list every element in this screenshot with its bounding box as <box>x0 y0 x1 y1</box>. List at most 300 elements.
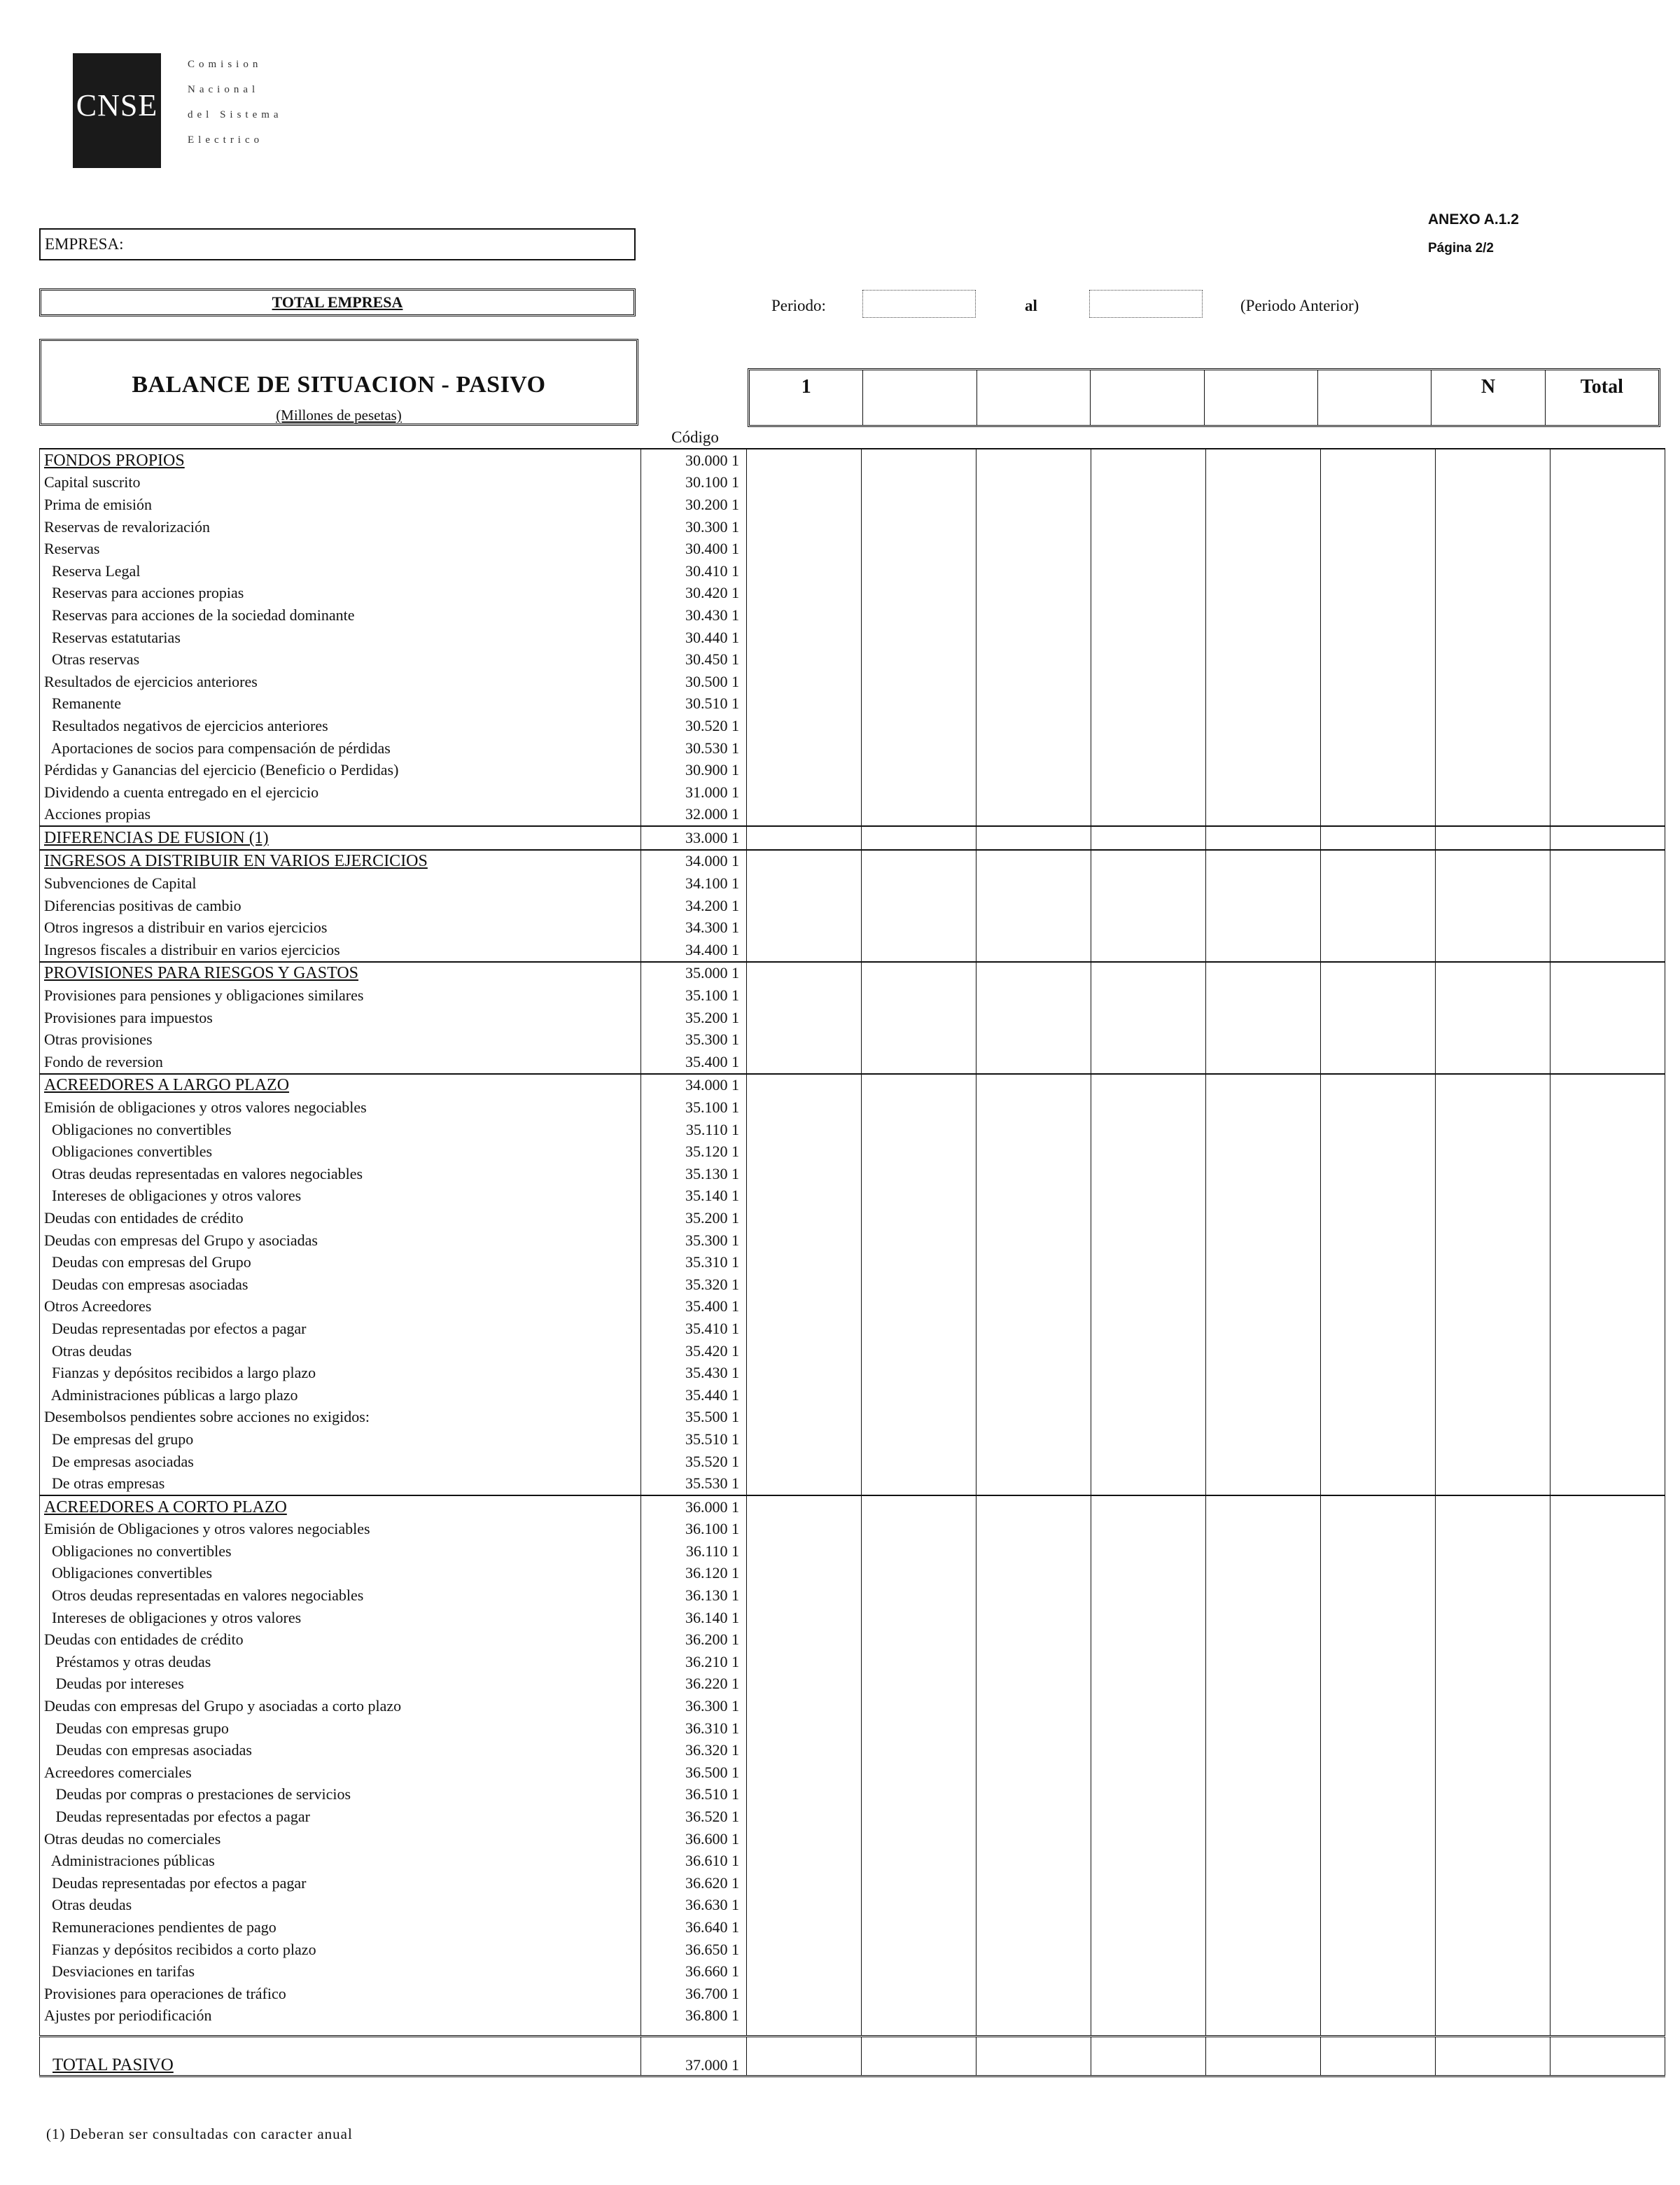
value-cell[interactable] <box>1550 627 1665 649</box>
value-cell[interactable] <box>976 1960 1091 1983</box>
value-cell[interactable] <box>1321 1651 1436 1673</box>
value-cell[interactable] <box>1550 1784 1665 1806</box>
value-cell[interactable] <box>1550 1850 1665 1872</box>
value-cell[interactable] <box>1206 1229 1321 1252</box>
value-cell[interactable] <box>747 1761 862 1784</box>
value-cell[interactable] <box>1206 582 1321 605</box>
value-cell[interactable] <box>1206 1251 1321 1273</box>
value-cell[interactable] <box>862 1628 976 1651</box>
value-cell[interactable] <box>1321 1451 1436 1473</box>
value-cell[interactable] <box>976 1028 1091 1051</box>
value-cell[interactable] <box>862 1916 976 1939</box>
value-cell[interactable] <box>1436 1916 1550 1939</box>
value-cell[interactable] <box>1436 693 1550 715</box>
value-cell[interactable] <box>976 895 1091 917</box>
value-cell[interactable] <box>1206 648 1321 671</box>
value-cell[interactable] <box>1206 715 1321 737</box>
value-cell[interactable] <box>976 759 1091 781</box>
value-cell[interactable] <box>1321 1872 1436 1894</box>
value-cell[interactable] <box>976 1406 1091 1429</box>
value-cell[interactable] <box>1206 1296 1321 1318</box>
value-cell[interactable] <box>1550 1761 1665 1784</box>
value-cell[interactable] <box>1436 1673 1550 1696</box>
value-cell[interactable] <box>976 1296 1091 1318</box>
value-cell[interactable] <box>1091 1406 1206 1429</box>
value-cell[interactable] <box>976 2005 1091 2027</box>
value-cell[interactable] <box>1091 1761 1206 1784</box>
value-cell[interactable] <box>1321 759 1436 781</box>
value-cell[interactable] <box>1321 1119 1436 1141</box>
value-cell[interactable] <box>1206 1850 1321 1872</box>
value-cell[interactable] <box>1206 1983 1321 2005</box>
value-cell[interactable] <box>1206 781 1321 804</box>
value-cell[interactable] <box>976 1340 1091 1362</box>
value-cell[interactable] <box>1206 538 1321 560</box>
value-cell[interactable] <box>1550 1406 1665 1429</box>
value-cell[interactable] <box>1091 560 1206 582</box>
value-cell[interactable] <box>1550 1163 1665 1185</box>
value-cell[interactable] <box>1436 1894 1550 1917</box>
value-cell[interactable] <box>976 1894 1091 1917</box>
value-cell[interactable] <box>862 1384 976 1406</box>
value-cell[interactable] <box>747 1495 862 1519</box>
value-cell[interactable] <box>1321 538 1436 560</box>
value-cell[interactable] <box>862 1406 976 1429</box>
value-cell[interactable] <box>862 916 976 939</box>
value-cell[interactable] <box>747 1828 862 1850</box>
value-cell[interactable] <box>1550 1651 1665 1673</box>
value-cell[interactable] <box>1321 648 1436 671</box>
value-cell[interactable] <box>976 1007 1091 1029</box>
value-cell[interactable] <box>976 804 1091 827</box>
value-cell[interactable] <box>1091 2005 1206 2027</box>
value-cell[interactable] <box>1206 1761 1321 1784</box>
value-cell[interactable] <box>1321 1362 1436 1384</box>
value-cell[interactable] <box>1206 1495 1321 1519</box>
value-cell[interactable] <box>1091 516 1206 538</box>
value-cell[interactable] <box>976 1850 1091 1872</box>
value-cell[interactable] <box>1206 1163 1321 1185</box>
value-cell[interactable] <box>1091 715 1206 737</box>
value-cell[interactable] <box>862 1007 976 1029</box>
value-cell[interactable] <box>1436 872 1550 895</box>
value-cell[interactable] <box>1091 1495 1206 1519</box>
value-cell[interactable] <box>1206 1939 1321 1961</box>
value-cell[interactable] <box>1550 2005 1665 2027</box>
value-cell[interactable] <box>1436 604 1550 627</box>
value-cell[interactable] <box>1436 1185 1550 1208</box>
value-cell[interactable] <box>862 1717 976 1740</box>
value-cell[interactable] <box>1206 939 1321 962</box>
value-cell[interactable] <box>862 472 976 494</box>
value-cell[interactable] <box>1091 449 1206 472</box>
value-cell[interactable] <box>747 1960 862 1983</box>
value-cell[interactable] <box>1091 1163 1206 1185</box>
value-cell[interactable] <box>1550 1140 1665 1163</box>
value-cell[interactable] <box>1206 1185 1321 1208</box>
value-cell[interactable] <box>1091 472 1206 494</box>
value-cell[interactable] <box>1550 1207 1665 1229</box>
value-cell[interactable] <box>862 1584 976 1607</box>
value-cell[interactable] <box>1321 693 1436 715</box>
value-cell[interactable] <box>862 627 976 649</box>
value-cell[interactable] <box>1091 1960 1206 1983</box>
value-cell[interactable] <box>976 1185 1091 1208</box>
value-cell[interactable] <box>1206 1119 1321 1141</box>
value-cell[interactable] <box>1321 1717 1436 1740</box>
value-cell[interactable] <box>1436 1850 1550 1872</box>
value-cell[interactable] <box>747 826 862 850</box>
value-cell[interactable] <box>976 1384 1091 1406</box>
value-cell[interactable] <box>747 1607 862 1629</box>
value-cell[interactable] <box>1550 872 1665 895</box>
value-cell[interactable] <box>1321 939 1436 962</box>
value-cell[interactable] <box>862 1495 976 1519</box>
value-cell[interactable] <box>1321 1318 1436 1340</box>
value-cell[interactable] <box>976 1983 1091 2005</box>
value-cell[interactable] <box>1091 1318 1206 1340</box>
value-cell[interactable] <box>747 781 862 804</box>
value-cell[interactable] <box>1550 1495 1665 1519</box>
value-cell[interactable] <box>862 1960 976 1983</box>
value-cell[interactable] <box>976 449 1091 472</box>
value-cell[interactable] <box>1091 1296 1206 1318</box>
value-cell[interactable] <box>1321 1850 1436 1872</box>
value-cell[interactable] <box>862 1673 976 1696</box>
value-cell[interactable] <box>1550 1318 1665 1340</box>
value-cell[interactable] <box>976 627 1091 649</box>
value-cell[interactable] <box>1091 693 1206 715</box>
value-cell[interactable] <box>1321 1761 1436 1784</box>
value-cell[interactable] <box>1550 984 1665 1007</box>
value-cell[interactable] <box>1321 560 1436 582</box>
value-cell[interactable] <box>1436 1983 1550 2005</box>
value-cell[interactable] <box>976 1229 1091 1252</box>
value-cell[interactable] <box>747 1939 862 1961</box>
value-cell[interactable] <box>747 1362 862 1384</box>
value-cell[interactable] <box>1550 1028 1665 1051</box>
value-cell[interactable] <box>1436 1251 1550 1273</box>
value-cell[interactable] <box>1436 1028 1550 1051</box>
value-cell[interactable] <box>976 1096 1091 1119</box>
value-cell[interactable] <box>747 895 862 917</box>
value-cell[interactable] <box>976 1140 1091 1163</box>
value-cell[interactable] <box>1436 1119 1550 1141</box>
value-cell[interactable] <box>747 804 862 827</box>
value-cell[interactable] <box>1321 1673 1436 1696</box>
value-cell[interactable] <box>1550 1251 1665 1273</box>
value-cell[interactable] <box>747 1384 862 1406</box>
value-cell[interactable] <box>1091 1584 1206 1607</box>
value-cell[interactable] <box>747 1894 862 1917</box>
value-cell[interactable] <box>976 671 1091 693</box>
value-cell[interactable] <box>1550 1185 1665 1208</box>
value-cell[interactable] <box>1091 916 1206 939</box>
value-cell[interactable] <box>1206 737 1321 760</box>
value-cell[interactable] <box>1206 1916 1321 1939</box>
value-cell[interactable] <box>862 1761 976 1784</box>
value-cell[interactable] <box>862 895 976 917</box>
value-cell[interactable] <box>1550 916 1665 939</box>
value-cell[interactable] <box>1436 449 1550 472</box>
value-cell[interactable] <box>747 850 862 873</box>
value-cell[interactable] <box>862 1119 976 1141</box>
value-cell[interactable] <box>862 1140 976 1163</box>
value-cell[interactable] <box>1206 1362 1321 1384</box>
value-cell[interactable] <box>1436 1628 1550 1651</box>
value-cell[interactable] <box>747 1251 862 1273</box>
value-cell[interactable] <box>1091 781 1206 804</box>
value-cell[interactable] <box>1550 472 1665 494</box>
value-cell[interactable] <box>1550 804 1665 827</box>
value-cell[interactable] <box>1206 1406 1321 1429</box>
value-cell[interactable] <box>862 1207 976 1229</box>
value-cell[interactable] <box>1321 1519 1436 1541</box>
value-cell[interactable] <box>976 1119 1091 1141</box>
value-cell[interactable] <box>862 962 976 985</box>
value-cell[interactable] <box>862 1739 976 1761</box>
value-cell[interactable] <box>1321 804 1436 827</box>
value-cell[interactable] <box>1206 1519 1321 1541</box>
value-cell[interactable] <box>1436 2037 1550 2076</box>
value-cell[interactable] <box>1321 1628 1436 1651</box>
value-cell[interactable] <box>1436 781 1550 804</box>
value-cell[interactable] <box>976 1628 1091 1651</box>
value-cell[interactable] <box>1321 872 1436 895</box>
value-cell[interactable] <box>1091 1850 1206 1872</box>
value-cell[interactable] <box>976 1251 1091 1273</box>
value-cell[interactable] <box>1091 1273 1206 1296</box>
value-cell[interactable] <box>1321 1739 1436 1761</box>
value-cell[interactable] <box>747 648 862 671</box>
value-cell[interactable] <box>1436 1296 1550 1318</box>
value-cell[interactable] <box>1550 781 1665 804</box>
value-cell[interactable] <box>1321 1296 1436 1318</box>
value-cell[interactable] <box>1206 2005 1321 2027</box>
value-cell[interactable] <box>1206 804 1321 827</box>
value-cell[interactable] <box>1436 1563 1550 1585</box>
value-cell[interactable] <box>1091 2037 1206 2076</box>
value-cell[interactable] <box>747 1428 862 1451</box>
value-cell[interactable] <box>747 1406 862 1429</box>
value-cell[interactable] <box>1091 1717 1206 1740</box>
value-cell[interactable] <box>1206 1584 1321 1607</box>
value-cell[interactable] <box>1436 1607 1550 1629</box>
value-cell[interactable] <box>747 1739 862 1761</box>
value-cell[interactable] <box>747 1007 862 1029</box>
value-cell[interactable] <box>1436 1384 1550 1406</box>
value-cell[interactable] <box>747 494 862 516</box>
value-cell[interactable] <box>1321 850 1436 873</box>
value-cell[interactable] <box>862 1185 976 1208</box>
value-cell[interactable] <box>747 2005 862 2027</box>
value-cell[interactable] <box>1091 1894 1206 1917</box>
value-cell[interactable] <box>1436 984 1550 1007</box>
value-cell[interactable] <box>976 1273 1091 1296</box>
value-cell[interactable] <box>1091 1340 1206 1362</box>
value-cell[interactable] <box>747 1318 862 1340</box>
value-cell[interactable] <box>1091 627 1206 649</box>
value-cell[interactable] <box>1206 1096 1321 1119</box>
value-cell[interactable] <box>1321 1916 1436 1939</box>
value-cell[interactable] <box>1091 962 1206 985</box>
value-cell[interactable] <box>1091 648 1206 671</box>
value-cell[interactable] <box>1436 1051 1550 1074</box>
value-cell[interactable] <box>1550 1739 1665 1761</box>
value-cell[interactable] <box>976 1584 1091 1607</box>
value-cell[interactable] <box>976 1916 1091 1939</box>
value-cell[interactable] <box>747 538 862 560</box>
value-cell[interactable] <box>1321 1806 1436 1828</box>
value-cell[interactable] <box>1206 1806 1321 1828</box>
value-cell[interactable] <box>1436 1472 1550 1495</box>
value-cell[interactable] <box>1436 1074 1550 1097</box>
value-cell[interactable] <box>1206 1540 1321 1563</box>
value-cell[interactable] <box>862 1028 976 1051</box>
value-cell[interactable] <box>976 1717 1091 1740</box>
value-cell[interactable] <box>747 1717 862 1740</box>
value-cell[interactable] <box>1091 1207 1206 1229</box>
value-cell[interactable] <box>1550 1451 1665 1473</box>
value-cell[interactable] <box>976 781 1091 804</box>
value-cell[interactable] <box>1436 516 1550 538</box>
value-cell[interactable] <box>862 1784 976 1806</box>
value-cell[interactable] <box>1206 1074 1321 1097</box>
value-cell[interactable] <box>747 1074 862 1097</box>
value-cell[interactable] <box>747 1850 862 1872</box>
value-cell[interactable] <box>1206 472 1321 494</box>
value-cell[interactable] <box>862 671 976 693</box>
value-cell[interactable] <box>976 693 1091 715</box>
value-cell[interactable] <box>1091 1651 1206 1673</box>
value-cell[interactable] <box>747 1119 862 1141</box>
value-cell[interactable] <box>862 1939 976 1961</box>
value-cell[interactable] <box>862 494 976 516</box>
value-cell[interactable] <box>862 560 976 582</box>
value-cell[interactable] <box>976 1074 1091 1097</box>
value-cell[interactable] <box>1550 1607 1665 1629</box>
value-cell[interactable] <box>976 1472 1091 1495</box>
value-cell[interactable] <box>1206 1872 1321 1894</box>
value-cell[interactable] <box>747 1028 862 1051</box>
value-cell[interactable] <box>1321 1495 1436 1519</box>
value-cell[interactable] <box>1436 1340 1550 1362</box>
value-cell[interactable] <box>1206 1140 1321 1163</box>
value-cell[interactable] <box>747 1163 862 1185</box>
value-cell[interactable] <box>1206 2037 1321 2076</box>
value-cell[interactable] <box>976 648 1091 671</box>
value-cell[interactable] <box>976 1695 1091 1717</box>
value-cell[interactable] <box>1321 627 1436 649</box>
value-cell[interactable] <box>976 984 1091 1007</box>
value-cell[interactable] <box>1436 1784 1550 1806</box>
value-cell[interactable] <box>862 604 976 627</box>
value-cell[interactable] <box>747 737 862 760</box>
value-cell[interactable] <box>1206 962 1321 985</box>
value-cell[interactable] <box>862 1273 976 1296</box>
value-cell[interactable] <box>1091 737 1206 760</box>
value-cell[interactable] <box>1091 1806 1206 1828</box>
value-cell[interactable] <box>862 850 976 873</box>
value-cell[interactable] <box>976 916 1091 939</box>
value-cell[interactable] <box>1550 604 1665 627</box>
value-cell[interactable] <box>1550 1939 1665 1961</box>
value-cell[interactable] <box>747 604 862 627</box>
value-cell[interactable] <box>1091 759 1206 781</box>
value-cell[interactable] <box>862 826 976 850</box>
value-cell[interactable] <box>1206 1007 1321 1029</box>
value-cell[interactable] <box>1550 826 1665 850</box>
value-cell[interactable] <box>1206 1651 1321 1673</box>
value-cell[interactable] <box>1436 826 1550 850</box>
value-cell[interactable] <box>1436 648 1550 671</box>
value-cell[interactable] <box>747 516 862 538</box>
value-cell[interactable] <box>1321 1607 1436 1629</box>
value-cell[interactable] <box>1091 984 1206 1007</box>
value-cell[interactable] <box>1321 604 1436 627</box>
value-cell[interactable] <box>1436 1428 1550 1451</box>
value-cell[interactable] <box>1550 1428 1665 1451</box>
value-cell[interactable] <box>862 1563 976 1585</box>
value-cell[interactable] <box>862 1806 976 1828</box>
value-cell[interactable] <box>1321 1251 1436 1273</box>
value-cell[interactable] <box>1321 1939 1436 1961</box>
value-cell[interactable] <box>1091 1362 1206 1384</box>
value-cell[interactable] <box>976 1540 1091 1563</box>
value-cell[interactable] <box>976 715 1091 737</box>
value-cell[interactable] <box>1436 538 1550 560</box>
value-cell[interactable] <box>862 804 976 827</box>
value-cell[interactable] <box>1091 1007 1206 1029</box>
value-cell[interactable] <box>1091 538 1206 560</box>
value-cell[interactable] <box>1091 1051 1206 1074</box>
value-cell[interactable] <box>1550 1384 1665 1406</box>
value-cell[interactable] <box>1321 781 1436 804</box>
value-cell[interactable] <box>747 984 862 1007</box>
value-cell[interactable] <box>862 1428 976 1451</box>
value-cell[interactable] <box>862 1695 976 1717</box>
value-cell[interactable] <box>747 1451 862 1473</box>
value-cell[interactable] <box>862 781 976 804</box>
value-cell[interactable] <box>1321 1828 1436 1850</box>
value-cell[interactable] <box>1321 472 1436 494</box>
value-cell[interactable] <box>1206 1828 1321 1850</box>
value-cell[interactable] <box>1550 1119 1665 1141</box>
value-cell[interactable] <box>1206 1563 1321 1585</box>
value-cell[interactable] <box>747 1584 862 1607</box>
value-cell[interactable] <box>1091 1739 1206 1761</box>
value-cell[interactable] <box>747 1229 862 1252</box>
value-cell[interactable] <box>1091 1607 1206 1629</box>
value-cell[interactable] <box>1321 1563 1436 1585</box>
value-cell[interactable] <box>1206 1273 1321 1296</box>
value-cell[interactable] <box>1321 671 1436 693</box>
value-cell[interactable] <box>862 1472 976 1495</box>
value-cell[interactable] <box>1436 1872 1550 1894</box>
value-cell[interactable] <box>1436 1828 1550 1850</box>
value-cell[interactable] <box>1206 693 1321 715</box>
value-cell[interactable] <box>1206 759 1321 781</box>
value-cell[interactable] <box>976 1362 1091 1384</box>
value-cell[interactable] <box>747 472 862 494</box>
value-cell[interactable] <box>1321 1140 1436 1163</box>
value-cell[interactable] <box>1550 1695 1665 1717</box>
value-cell[interactable] <box>1321 2005 1436 2027</box>
value-cell[interactable] <box>1436 1362 1550 1384</box>
value-cell[interactable] <box>1321 826 1436 850</box>
value-cell[interactable] <box>1206 1428 1321 1451</box>
value-cell[interactable] <box>1550 1051 1665 1074</box>
